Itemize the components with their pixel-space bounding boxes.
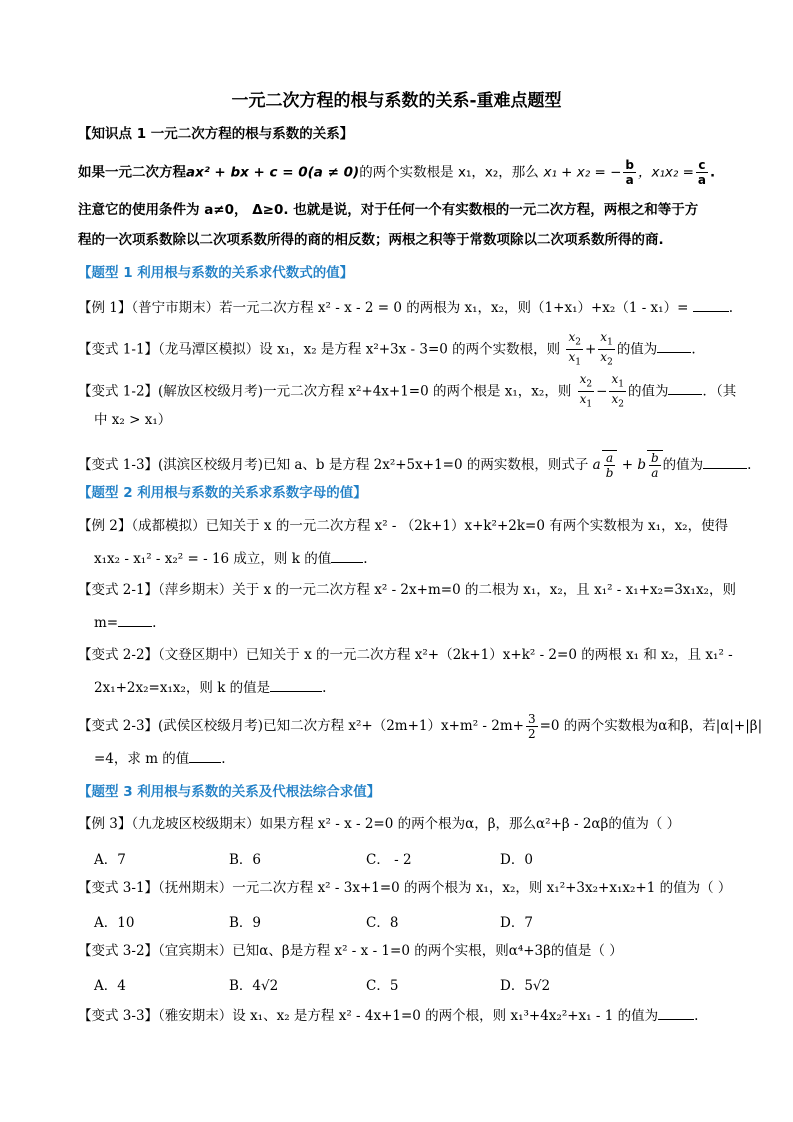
variant-2-3-line-1 <box>78 712 763 741</box>
answer-blank <box>658 1005 694 1020</box>
variant-2-3-line-2: =4，求 m 的值 . <box>94 748 725 769</box>
type-1-heading: 【题型 1 利用根与系数的关系求代数式的值】 <box>78 265 354 281</box>
variant-1-2-suffix: 的值为 <box>627 383 669 400</box>
statement-text-a: 如果一元二次方程 <box>78 164 186 181</box>
fraction-a-over-b: $\frac{a}{b}$ <box>605 451 614 480</box>
answer-blank <box>270 677 322 692</box>
variant-1-1-text: 【变式 1-1】（龙马潭区模拟）设 x₁，x₂ 是方程 x²+3x - 3=0 的两个实数根，则 <box>78 341 561 358</box>
variant-1-2-text: 【变式 1-2】(解放区校级月考)一元二次方程 x²+4x+1=0 的两个根是 x₁，x₂，则 <box>78 383 572 400</box>
variant-2-2-text: 2x₁+2x₂=x₁x₂，则 k 的值是 <box>94 680 271 696</box>
note-line-2: 程的一次项系数除以二次项系数所得的商的相反数；两根之积等于常数项除以二次项系数所得的商. <box>78 232 664 248</box>
fraction-3-over-2 <box>526 712 538 741</box>
statement-equation: ax² + bx + c = 0(a ≠ 0) <box>186 164 360 181</box>
knowledge-point-heading: 【知识点 1 一元二次方程的根与系数的关系】 <box>78 126 354 142</box>
variant-1-1-suffix: 的值为 <box>616 341 658 358</box>
variant-1-2: 【变式 1-2】(解放区校级月考)一元二次方程 x²+4x+1=0 的两个根是 x₁，x₂，则 $\frac{x_2}{x_1}$ − $\frac{x_1}{x_2}$ 的值为 ．（其 <box>78 372 737 410</box>
fraction-b-over-a <box>623 158 636 187</box>
fraction-numerator: 3 <box>527 712 536 726</box>
variant-3-2-option-a: A．4 <box>94 978 126 994</box>
answer-blank <box>668 380 702 395</box>
example-3-option-b: B．6 <box>229 852 262 868</box>
variant-2-1-line-2: m= . <box>94 612 725 633</box>
answer-blank <box>189 748 221 763</box>
answer-blank <box>703 454 747 469</box>
example-2-line-1: 【例 2】（成都模拟）已知关于 x 的一元二次方程 x² - （2k+1）x+k²+2k=0 有两个实数根为 x₁，x₂，使得 <box>78 518 729 534</box>
fraction-x2-over-x1: $\frac{x_2}{x_1}$ <box>579 372 593 410</box>
variant-1-3-text: 【变式 1-3】(淇滨区校级月考)已知 a、b 是方程 2x²+5x+1=0 的两实数根，则式子 <box>78 457 589 473</box>
example-3-option-d: D．0 <box>500 852 533 868</box>
example-2-text: x₁x₂ - x₁² - x₂² = - 16 成立，则 k 的值 <box>94 551 332 567</box>
variant-3-1-option-a: A．10 <box>94 915 135 931</box>
statement-sum: x₁ + x₂ = − <box>543 164 622 181</box>
variant-3-2-option-d: D．5√2 <box>500 978 551 994</box>
fraction-b-over-a: $\frac{b}{a}$ <box>650 451 659 480</box>
page-title: 一元二次方程的根与系数的关系-重难点题型 <box>231 91 562 111</box>
type-2-heading: 【题型 2 利用根与系数的关系求系数字母的值】 <box>78 485 367 501</box>
fraction-x2-over-x1: $\frac{x_2}{x_1}$ <box>568 330 581 368</box>
answer-blank <box>657 338 691 353</box>
fraction-c-over-a <box>696 158 708 187</box>
variant-2-3-tail: =4，求 m 的值 <box>94 751 190 767</box>
example-3-option-a: A．7 <box>94 852 126 868</box>
variant-2-2-line-2: 2x₁+2x₂=x₁x₂，则 k 的值是 . <box>94 677 725 698</box>
answer-blank <box>118 612 152 627</box>
statement-text-b: 的两个实数根是 x₁，x₂，那么 <box>359 164 539 181</box>
variant-2-2-line-1: 【变式 2-2】（文登区期中）已知关于 x 的一元二次方程 x²+（2k+1）x+k² - 2=0 的两根 x₁ 和 x₂，且 x₁² - <box>78 647 733 663</box>
variant-1-3: 【变式 1-3】(淇滨区校级月考)已知 a、b 是方程 2x²+5x+1=0 的两实数根，则式子 a $\frac{a}{b}$ + b $\frac{b}{a}$ 的值为 . <box>78 451 752 480</box>
variant-3-1-option-c: C．8 <box>366 915 399 931</box>
example-3: 【例 3】（九龙坡区校级期末）如果方程 x² - x - 2=0 的两个根为α，β，那么α²+β - 2αβ的值为（ ） <box>78 816 681 832</box>
variant-3-2-option-c: C．5 <box>366 978 399 994</box>
variant-3-2-option-b: B．4√2 <box>229 978 279 994</box>
example-3-option-c: C． - 2 <box>366 852 412 868</box>
example-1-text: 【例 1】（普宁市期末）若一元二次方程 x² - x - 2 = 0 的两根为 x₁，x₂，则（1+x₁）+x₂（1 - x₁）= <box>78 300 689 316</box>
variant-3-3: 【变式 3-3】（雅安期末）设 x₁、x₂ 是方程 x² - 4x+1=0 的两个根，则 x₁³+4x₂²+x₁ - 1 的值为 . <box>78 1005 725 1026</box>
variant-2-3-suffix: =0 的两个实数根为α和β，若|α|+|β| <box>539 718 763 734</box>
example-1: 【例 1】（普宁市期末）若一元二次方程 x² - x - 2 = 0 的两根为 x₁，x₂，则（1+x₁）+x₂（1 - x₁）= . <box>78 297 725 318</box>
answer-blank <box>331 548 363 563</box>
variant-3-1-option-d: D．7 <box>500 915 533 931</box>
variant-1-2-condition: 中 x₂ > x₁） <box>94 412 172 428</box>
variant-3-3-text: 【变式 3-3】（雅安期末）设 x₁、x₂ 是方程 x² - 4x+1=0 的两个根，则 x₁³+4x₂²+x₁ - 1 的值为 <box>78 1008 659 1024</box>
fraction-denominator: a <box>697 173 706 187</box>
variant-2-3-text: 【变式 2-3】(武侯区校级月考)已知二次方程 x²+（2m+1）x+m² - 2m+ <box>78 718 524 734</box>
variant-1-1: 【变式 1-1】（龙马潭区模拟）设 x₁，x₂ 是方程 x²+3x - 3=0 的两个实数根，则 $\frac{x_2}{x_1}$ + $\frac{x_1}{x_2}$ 的值为 . <box>78 330 696 368</box>
variant-1-3-suffix: 的值为 <box>662 457 704 473</box>
variant-2-1-line-1: 【变式 2-1】（萍乡期末）关于 x 的一元二次方程 x² - 2x+m=0 的二根为 x₁，x₂，且 x₁² - x₁+x₂=3x₁x₂，则 <box>78 582 736 598</box>
variant-3-2: 【变式 3-2】（宜宾期末）已知α、β是方程 x² - x - 1=0 的两个实根，则α⁴+3β的值是（ ） <box>78 943 623 959</box>
note-line-1: 注意它的使用条件为 a≠0， Δ≥0. 也就是说，对于任何一个有实数根的一元二次方程，两根之和等于方 <box>78 202 699 218</box>
fraction-denominator: 2 <box>527 727 536 741</box>
variant-3-1-option-b: B．9 <box>229 915 262 931</box>
fraction-x1-over-x2: $\frac{x_1}{x_2}$ <box>611 372 624 410</box>
fraction-denominator: a <box>625 173 634 187</box>
fraction-numerator: b <box>625 158 634 172</box>
fraction-numerator: c <box>696 158 708 173</box>
knowledge-point-statement: 如果一元二次方程ax² + bx + c = 0(a ≠ 0)的两个实数根是 x₁，x₂，那么 x₁ + x₂ = − $\frac{b}{a}$ ，x₁x₂ = $\frac{c}{a}$ . <box>78 158 716 187</box>
type-3-heading: 【题型 3 利用根与系数的关系及代根法综合求值】 <box>78 784 381 800</box>
variant-2-1-text: m= <box>94 615 119 631</box>
variant-1-2-tail: ．（其 <box>702 383 737 400</box>
variant-3-1: 【变式 3-1】（抚州期末）一元二次方程 x² - 3x+1=0 的两个根为 x₁，x₂，则 x₁²+3x₂+x₁x₂+1 的值为（ ） <box>78 880 732 896</box>
fraction-x1-over-x2: $\frac{x_1}{x_2}$ <box>600 330 613 368</box>
statement-product: ，x₁x₂ = <box>637 164 694 181</box>
answer-blank <box>693 297 729 312</box>
example-2-line-2: x₁x₂ - x₁² - x₂² = - 16 成立，则 k 的值 . <box>94 548 725 569</box>
